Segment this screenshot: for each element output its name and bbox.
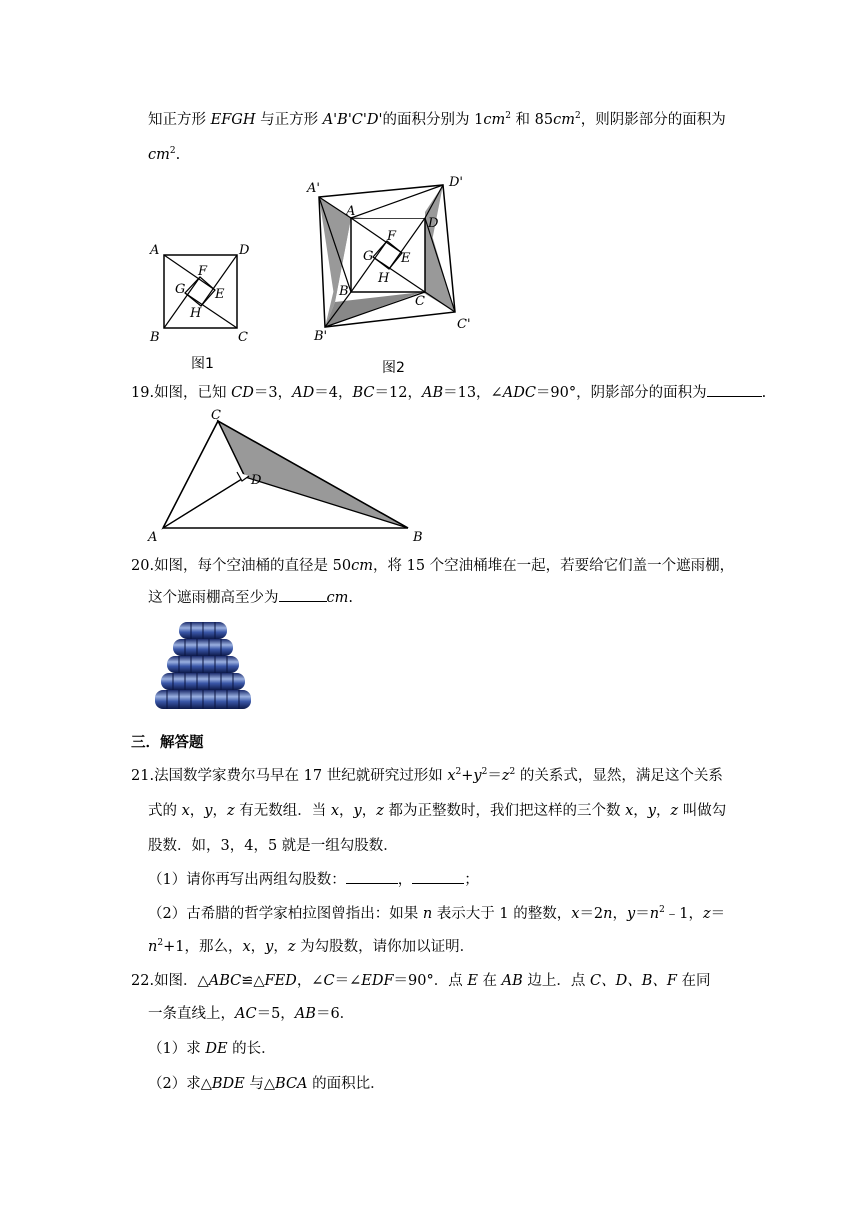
- fig2-label-e: E: [401, 251, 411, 266]
- fig2-label-d1: D': [449, 175, 463, 190]
- q21-part1: （1）请你再写出两组勾股数： ， ；: [148, 869, 479, 890]
- fig1-label-b: B: [150, 330, 160, 345]
- fig2-label-c1: C': [457, 317, 471, 332]
- fig2-label-b: B: [339, 284, 349, 299]
- fig2-label-a1: A': [307, 181, 320, 196]
- fig1-label-f: F: [198, 264, 208, 279]
- q21-part2: （2）古希腊的哲学家柏拉图曾指出：如果 n 表示大于 1 的整数，x＝2n，$y=n^2﹣1$，z＝: [148, 905, 726, 922]
- q22-part2: （2）求△BDE 与△BCA 的面积比．: [148, 1076, 385, 1092]
- fig2-label-h: H: [378, 271, 390, 286]
- fig1-label-h: H: [190, 306, 202, 321]
- q18-figure-2: [305, 172, 480, 377]
- fig1-label-d: D: [239, 243, 250, 258]
- q22-part1: （1）求 DE 的长．: [148, 1041, 276, 1057]
- q20-answer-blank[interactable]: [279, 587, 327, 602]
- q21-answer-blank-1[interactable]: [346, 869, 398, 884]
- q21-line1: 21.法国数学家费尔马早在 17 世纪就研究过形如 $x^2+y^2=z^2$ 的关系式，显然，满足这个关系: [131, 767, 723, 784]
- fig1-label-a: A: [150, 243, 160, 258]
- q22-line2: 一条直线上，AC＝5，AB＝6．: [148, 1006, 355, 1022]
- q18-figure-1: [145, 235, 255, 375]
- fig2-label-d: D: [428, 216, 439, 231]
- q19-label-c: C: [211, 408, 221, 423]
- section-heading: 三．解答题: [131, 734, 204, 751]
- q18-line1: 知正方形 EFGH 与正方形 A'B'C'D'的面积分别为 $1cm^2$ 和 $85cm^2$，则阴影部分的面积为: [148, 111, 726, 128]
- q19-label-b: B: [413, 530, 423, 545]
- q20-line2: 这个遮雨棚高至少为 cm.: [148, 587, 353, 608]
- fig1-label-g: G: [175, 282, 186, 297]
- fig2-label-g: G: [363, 249, 374, 264]
- q20-line1: 20.如图，每个空油桶的直径是 50cm，将 15 个空油桶堆在一起，若要给它们盖一个遮雨棚，: [131, 558, 735, 574]
- q19-figure: [145, 407, 430, 545]
- q21-line2: 式的 x，y，z 有无数组．当 x，y，z 都为正整数时，我们把这样的三个数 x，y，z 叫做勾: [148, 803, 727, 819]
- q18-line2: $cm^2$.: [148, 146, 181, 163]
- q21-line3: 股数．如，3，4，5 就是一组勾股数．: [148, 838, 398, 854]
- fig2-label-c: C: [415, 294, 425, 309]
- fig1-label-c: C: [238, 330, 248, 345]
- fig1-label-e: E: [215, 287, 225, 302]
- fig2-caption: 图2: [382, 360, 405, 376]
- q19-answer-blank[interactable]: [707, 382, 762, 397]
- q19-text: 19.如图，已知 CD＝3，AD＝4，BC＝12，AB＝13，∠ADC＝90°，阴影部分的面积为 .: [131, 382, 766, 403]
- q21-part2-cont: $n^2+1$，那么，x，y，z 为勾股数，请你加以证明．: [148, 938, 475, 955]
- fig2-label-f: F: [387, 229, 397, 244]
- q20-barrels-figure: [155, 618, 255, 714]
- fig2-label-b1: B': [314, 329, 328, 344]
- q19-label-d: D: [251, 473, 262, 488]
- q19-label-a: A: [148, 530, 158, 545]
- fig2-label-a: A: [346, 204, 356, 219]
- q21-answer-blank-2[interactable]: [412, 869, 464, 884]
- fig1-caption: 图1: [191, 356, 214, 372]
- q22-line1: 22.如图．△ABC≌△FED，∠C＝∠EDF＝90°．点 E 在 AB 边上．点 C、D、B、F 在同: [131, 973, 711, 989]
